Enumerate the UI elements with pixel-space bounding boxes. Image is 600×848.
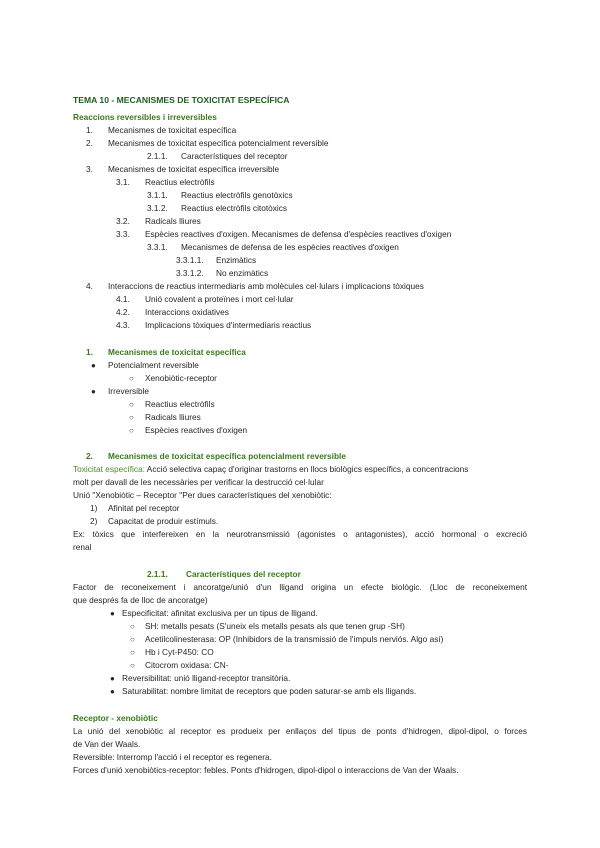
section-heading: Mecanismes de toxicitat específica [108, 347, 246, 357]
term: Toxicitat específica: [73, 464, 145, 474]
bullet-dot-icon: ● [110, 674, 115, 683]
toc-num: 3.3.1. [147, 242, 168, 252]
toc-item: No enzimàtics [216, 268, 269, 278]
toc-num: 3. [86, 164, 93, 174]
bullet-dot-icon: ● [91, 387, 96, 396]
bullet-circle-icon: ○ [130, 648, 135, 657]
definition: Acció selectiva capaç d'originar trastorns en llocs biològics específics, a concentracions [144, 464, 469, 474]
toc-item: Mecanismes de defensa de les espècies reactives d'oxigen [181, 242, 399, 252]
paragraph-line: que després fa de lloc de ancoratge) [73, 595, 208, 605]
list-item: Irreversible [108, 386, 150, 396]
toc-num: 2. [86, 138, 93, 148]
list-item: Reactius electròfils [145, 399, 215, 409]
toc-num: 3.3. [116, 229, 130, 239]
page-title: TEMA 10 - MECANISMES DE TOXICITAT ESPECÍFICA [73, 95, 290, 105]
bullet-circle-icon: ○ [129, 413, 134, 422]
list-item: Xenobiòtic-receptor [145, 373, 217, 383]
bullet-circle-icon: ○ [130, 635, 135, 644]
bullet-dot-icon: ● [91, 361, 96, 370]
toc-num: 4.3. [116, 320, 130, 330]
toc-num: 3.3.1.2. [176, 268, 204, 278]
list-item: Potencialment reversible [108, 360, 199, 370]
toc-num: 4. [86, 281, 93, 291]
paragraph-line: La unió del xenobiòtic al receptor es produeix per enllaços del tipus de ponts d'hidrogen, dipol-dipol, o forces [73, 726, 527, 736]
list-num: 2) [90, 516, 98, 526]
paragraph-line: Reversible: Interromp l'acció i el receptor es regenera. [73, 752, 272, 762]
toc-num: 3.1.1. [147, 190, 168, 200]
section-heading: Receptor - xenobiòtic [73, 713, 158, 723]
list-item: Reversibilitat: unió lligand-receptor transitòria. [122, 673, 291, 683]
paragraph-line: Factor de reconeixement i ancoratge/unió d'un lligand origina un efecte biològic. (Lloc de reconeixement [73, 582, 527, 592]
paragraph-line: Ex: tòxics que interfereixen en la neurotransmissió (agonistes o antagonistes), acció hormonal o excreció [73, 529, 527, 539]
toc-item: Unió covalent a proteïnes i mort cel·lular [145, 294, 294, 304]
paragraph-line: Unió "Xenobiòtic – Receptor "Per dues característiques del xenobiòtic: [73, 490, 332, 500]
toc-num: 1. [86, 125, 93, 135]
bullet-circle-icon: ○ [130, 622, 135, 631]
toc-num: 3.2. [116, 216, 130, 226]
toc-item: Característiques del receptor [181, 151, 288, 161]
bullet-circle-icon: ○ [129, 374, 134, 383]
toc-item: Interaccions de reactius intermediaris amb molècules cel·lulars i implicacions tòxiques [108, 281, 424, 291]
section-number: 2. [86, 451, 93, 461]
toc-item: Enzimàtics [216, 255, 257, 265]
toc-item: Mecanismes de toxicitat específica irreversible [108, 164, 280, 174]
toc-item: Espècies reactives d'oxigen. Mecanismes de defensa d'espècies reactives d'oxigen [145, 229, 452, 239]
section-number: 2.1.1. [147, 569, 168, 579]
toc-item: Radicals lliures [145, 216, 201, 226]
toc-num: 3.3.1.1. [176, 255, 204, 265]
paragraph-line: renal [73, 542, 92, 552]
list-item: Especificitat: afinitat exclusiva per un tipus de lligand. [122, 608, 318, 618]
bullet-circle-icon: ○ [129, 400, 134, 409]
section-heading: Característiques del receptor [186, 569, 301, 579]
toc-num: 4.1. [116, 294, 130, 304]
paragraph-line: de Van der Waals. [73, 739, 141, 749]
bullet-circle-icon: ○ [129, 426, 134, 435]
toc-item: Mecanismes de toxicitat específica potencialment reversible [108, 138, 329, 148]
list-item: Acetilcolinesterasa: OP (Inhibidors de la transmissió de l'impuls nerviós. Algo así) [145, 634, 444, 644]
list-item: SH: metalls pesats (S'uneix els metalls pesats als que tenen grup -SH) [145, 621, 405, 631]
list-item: Saturabilitat: nombre limitat de receptors que poden saturar-se amb els lligands. [122, 686, 417, 696]
paragraph-line: molt per davall de les necessàries per verificar la destrucció cel·lular [73, 477, 324, 487]
list-item: Radicals lliures [145, 412, 201, 422]
toc-num: 2.1.1. [147, 151, 168, 161]
toc-item: Mecanismes de toxicitat específica [108, 125, 237, 135]
paragraph-line: Forces d'unió xenobiòtics-receptor: febles. Ponts d'hidrogen, dipol-dipol o interaccions de Van der Waals. [73, 765, 459, 775]
list-num: 1) [90, 503, 98, 513]
list-item: Capacitat de produir estímuls. [108, 516, 219, 526]
list-item: Espècies reactives d'oxigen [145, 425, 248, 435]
list-item: Hb i Cyt-P450: CO [145, 647, 214, 657]
section-heading: Mecanismes de toxicitat específica potencialment reversible [108, 451, 346, 461]
bullet-dot-icon: ● [110, 687, 115, 696]
list-item: Citocrom oxidasa: CN- [145, 660, 229, 670]
toc-item: Reactius electròfils [145, 177, 215, 187]
toc-num: 3.1.2. [147, 203, 168, 213]
toc-item: Reactius electròfils citotòxics [181, 203, 288, 213]
list-item: Afinitat pel receptor [108, 503, 180, 513]
bullet-dot-icon: ● [110, 609, 115, 618]
toc-num: 3.1. [116, 177, 130, 187]
toc-item: Reactius electròfils genotòxics [181, 190, 293, 200]
toc-item: Implicacions tòxiques d'intermediaris reactius [145, 320, 312, 330]
toc-heading: Reaccions reversibles i irreversibles [73, 112, 217, 122]
toc-item: Interaccions oxidatives [145, 307, 229, 317]
bullet-circle-icon: ○ [130, 661, 135, 670]
paragraph-line [73, 464, 468, 475]
section-number: 1. [86, 347, 93, 357]
toc-num: 4.2. [116, 307, 130, 317]
